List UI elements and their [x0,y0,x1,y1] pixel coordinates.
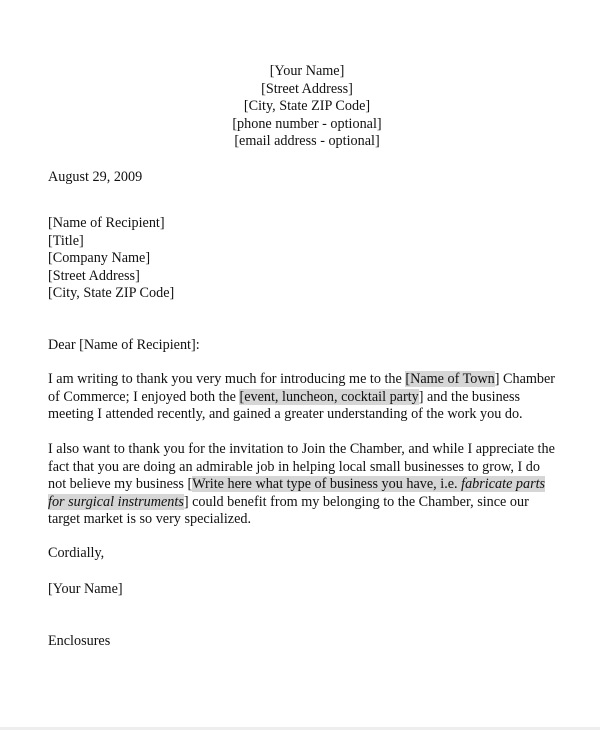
recipient-title: [Title] [48,232,84,249]
salutation: Dear [Name of Recipient]: [48,337,200,353]
paragraph-line [48,389,578,407]
recipient-name: [Name of Recipient] [48,215,165,231]
sender-street: [Street Address] [261,80,353,97]
paragraph-line: meeting I attended recently, and gained a greater understanding of the work you do. [48,406,523,422]
recipient-street: [Street Address] [48,267,140,284]
sender-city: [City, State ZIP Code] [243,98,371,114]
letter-date: August 29, 2009 [48,169,143,185]
highlighted-placeholder: [event, luncheon, cocktail party [239,388,419,405]
highlighted-placeholder: [Name of Town [405,371,495,387]
sender-email: [email address - optional] [234,133,380,149]
paragraph-line [48,476,578,494]
paragraph-line [48,371,578,389]
paragraph-line [48,494,578,512]
highlighted-placeholder-italic [48,494,184,510]
closing: Cordially, [48,545,105,561]
recipient-city: [City, State ZIP Code] [48,285,175,301]
highlighted-placeholder-italic [461,476,545,492]
enclosures: Enclosures [48,633,111,649]
highlighted-placeholder: Write here what type of business you have, i.e. [192,476,462,492]
paragraph-thanks [48,371,578,424]
text-run: not believe my business [ [48,476,193,492]
sender-name: [Your Name] [269,63,345,79]
signature: [Your Name] [48,581,123,597]
paragraph-line: target market is so very specialized. [48,511,252,527]
paragraph-invitation [48,441,578,529]
text-run: ] could benefit from my belonging to the Chamber, since our [183,493,529,510]
italic-text: fabricate parts [461,476,546,492]
text-run: ] and the business [418,388,521,405]
italic-text: for surgical instruments [48,493,184,510]
sender-phone: [phone number - optional] [232,115,382,132]
recipient-company: [Company Name] [48,250,151,266]
paragraph-line: I also want to thank you for the invitation to Join the Chamber, and while I appreciate the [48,441,555,457]
paragraph-line: fact that you are doing an admirable job in helping local small businesses to grow, I do [48,458,540,475]
text-run: I am writing to thank you very much for introducing me to the [48,371,406,387]
sender-letterhead [0,63,600,151]
text-run: of Commerce; I enjoyed both the [48,388,240,405]
recipient-block [48,215,174,303]
text-run: ] Chamber [494,371,556,387]
